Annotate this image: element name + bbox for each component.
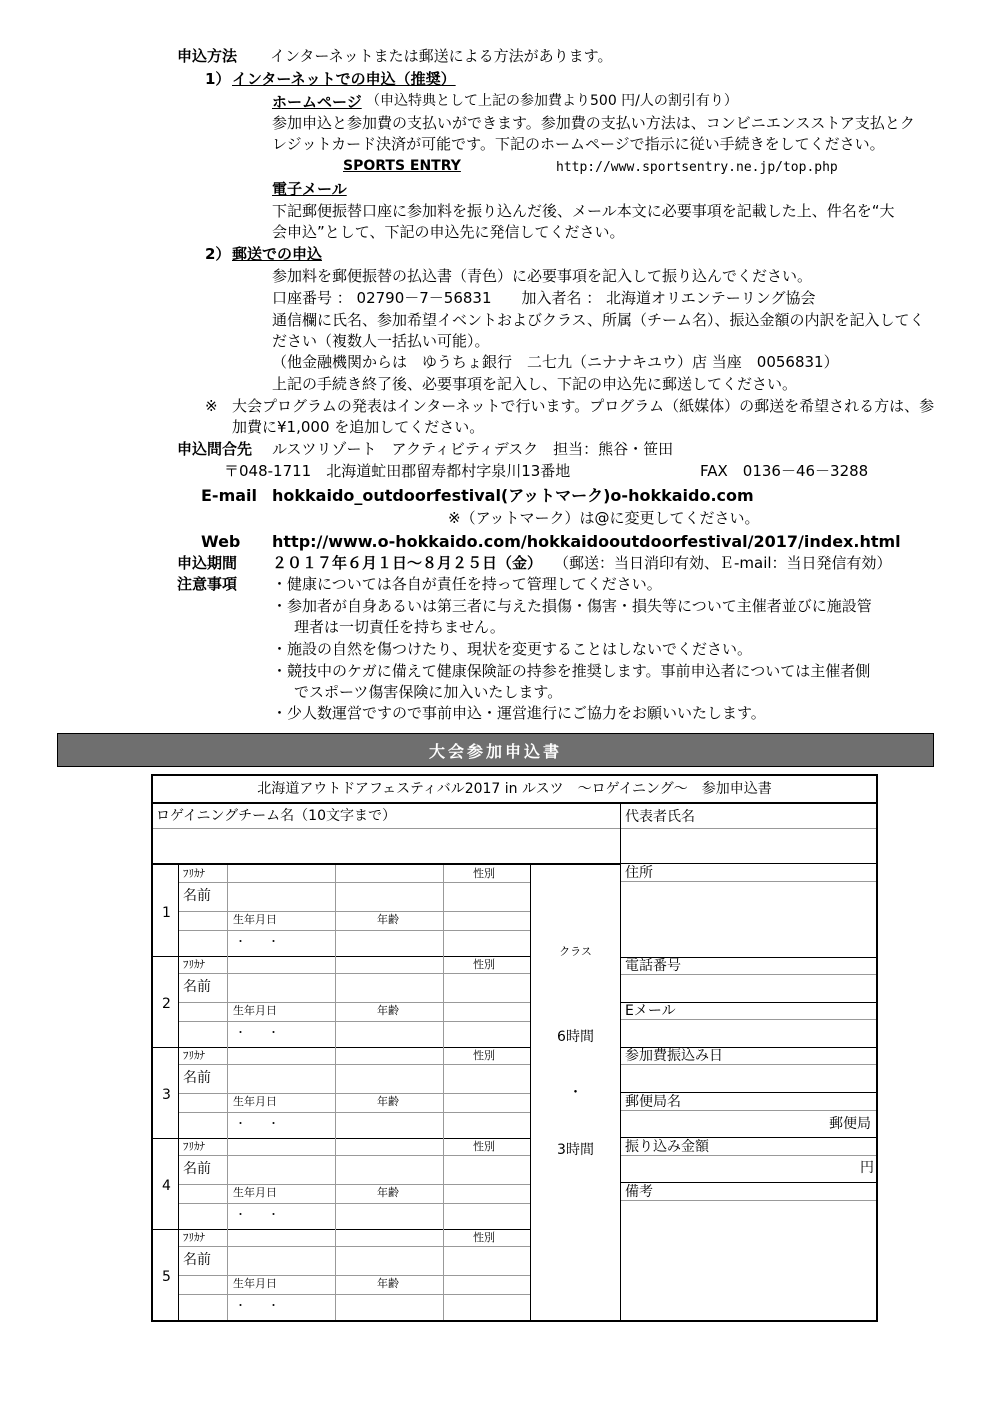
divider [179, 882, 530, 883]
contact-label: 申込問合先 [177, 440, 253, 458]
payment-date-label: 参加費振込み日 [625, 1048, 723, 1064]
divider [153, 802, 876, 804]
furigana-label: ﾌﾘｶﾅ [183, 958, 205, 971]
method-label: 申込方法 [177, 47, 238, 65]
caution-item: ・施設の自然を傷つけたり、現状を変更することはしないでください。 [272, 640, 753, 658]
divider [153, 1047, 530, 1048]
form-banner-text: 大会参加申込書 [428, 741, 562, 761]
internet-num: 1） [205, 70, 231, 88]
divider [179, 930, 530, 931]
divider [621, 1110, 876, 1111]
divider [153, 1138, 530, 1139]
rep-name-label: 代表者氏名 [625, 809, 695, 825]
class-6h: 6時間 [557, 1029, 594, 1045]
divider [621, 1155, 876, 1156]
age-label: 年齢 [377, 913, 399, 926]
divider [621, 1092, 876, 1093]
member-number: 3 [162, 1087, 171, 1103]
birthdate-label: 生年月日 [233, 1186, 277, 1199]
class-label: クラス [559, 945, 592, 958]
caution-item: ・少人数運営ですので事前申込・運営進行にご協力をお願いいたします。 [272, 704, 766, 722]
internet-line1: 参加申込と参加費の支払いができます。参加費の支払い方法は、コンビニエンスストア支払とク [272, 114, 915, 132]
gender-label: 性別 [473, 1140, 495, 1153]
divider [179, 1275, 530, 1276]
name-label: 名前 [183, 1161, 211, 1177]
form-banner [57, 733, 934, 767]
homepage-label: ホームページ [272, 93, 362, 111]
period-dates: ２０１７年６月１日～８月２５日（金） [272, 554, 543, 572]
email-line2: 会申込”として、下記の申込先に発信してください。 [272, 223, 625, 241]
gender-label: 性別 [473, 867, 495, 880]
birthdate-dots: ・ ・ [235, 935, 279, 948]
name-label: 名前 [183, 1070, 211, 1086]
divider [227, 865, 228, 1320]
method-text: インターネットまたは郵送による方法があります。 [270, 47, 613, 65]
divider [179, 1155, 530, 1156]
divider [621, 863, 876, 864]
contact-fax: FAX 0136－46－3288 [700, 462, 869, 480]
post-heading: 郵送での申込 [232, 245, 323, 263]
note-mark: ※ [205, 397, 218, 415]
divider [179, 1246, 530, 1247]
contact-email-note: ※（アットマーク）は@に変更してください。 [448, 509, 760, 527]
divider [179, 1112, 530, 1113]
member-number: 5 [162, 1269, 171, 1285]
period-note: （郵送：当日消印有効、Ｅ-mail：当日発信有効） [554, 554, 892, 572]
post-line6: 上記の手続き終了後、必要事項を記入し、下記の申込先に郵送してください。 [272, 375, 798, 393]
post-bank: （他金融機関からは ゆうちょ銀行 二七九（ニナナキユウ）店 当座 0056831） [272, 353, 839, 371]
birthdate-dots: ・ ・ [235, 1026, 279, 1039]
note-line1: 大会プログラムの発表はインターネットで行います。プログラム（紙媒体）の郵送を希望される方は、参 [232, 397, 935, 415]
contact-name: ルスツリゾート アクティビティデスク 担当：熊谷・笹田 [272, 440, 674, 458]
divider [335, 865, 336, 1320]
divider [153, 1229, 530, 1230]
divider [179, 1184, 530, 1185]
remarks-label: 備考 [625, 1184, 653, 1200]
post-office-label: 郵便局名 [625, 1094, 681, 1110]
post-office-suffix: 郵便局 [829, 1116, 871, 1132]
birthdate-dots: ・ ・ [235, 1208, 279, 1221]
period-label: 申込期間 [177, 554, 238, 572]
divider [153, 956, 530, 957]
post-num: 2） [205, 245, 231, 263]
member-number: 1 [162, 905, 171, 921]
divider [621, 974, 876, 975]
divider [153, 828, 620, 829]
form-title: 北海道アウトドアフェスティバル2017 in ルスツ ～ロゲイニング～ 参加申込書 [257, 781, 772, 797]
post-line3: 通信欄に氏名、参加希望イベントおよびクラス、所属（チーム名）、振込金額の内訳を記入してく [272, 311, 925, 329]
divider [179, 1203, 530, 1204]
divider [179, 1294, 530, 1295]
divider [621, 1019, 876, 1020]
name-label: 名前 [183, 979, 211, 995]
contact-email-label: E-mail [201, 486, 258, 505]
contact-web-label: Web [201, 532, 241, 551]
team-name-label: ロゲイニングチーム名（10文字まで） [156, 808, 396, 824]
divider [179, 1093, 530, 1094]
address-label: 住所 [625, 865, 653, 881]
divider [621, 828, 876, 829]
furigana-label: ﾌﾘｶﾅ [183, 1231, 205, 1244]
divider [179, 973, 530, 974]
age-label: 年齢 [377, 1095, 399, 1108]
class-dot: ・ [568, 1085, 583, 1101]
divider [179, 1064, 530, 1065]
application-form [151, 774, 878, 1322]
divider [179, 911, 530, 912]
amount-label: 振り込み金額 [625, 1139, 709, 1155]
cautions-label: 注意事項 [177, 575, 238, 593]
member-number: 4 [162, 1178, 171, 1194]
caution-item: でスポーツ傷害保険に加入いたします。 [294, 683, 563, 701]
divider [621, 1182, 876, 1183]
birthdate-dots: ・ ・ [235, 1299, 279, 1312]
sports-entry-url[interactable]: http://www.sportsentry.ne.jp/top.php [556, 160, 838, 175]
contact-address: 〒048-1711 北海道虻田郡留寿都村字泉川13番地 [224, 462, 571, 480]
name-label: 名前 [183, 1252, 211, 1268]
furigana-label: ﾌﾘｶﾅ [183, 1049, 205, 1062]
birthdate-label: 生年月日 [233, 1095, 277, 1108]
homepage-note: （申込特典として上記の参加費より500 円/人の割引有り） [366, 93, 738, 109]
divider [443, 865, 444, 1320]
internet-line2: レジットカード決済が可能です。下記のホームページで指示に従い手続きをしてください。 [272, 135, 885, 153]
birthdate-label: 生年月日 [233, 1277, 277, 1290]
email-line1: 下記郵便振替口座に参加料を振り込んだ後、メール本文に必要事項を記載した上、件名を“大 [272, 202, 895, 220]
birthdate-label: 生年月日 [233, 913, 277, 926]
age-label: 年齢 [377, 1004, 399, 1017]
caution-item: ・健康については各自が責任を持って管理してください。 [272, 575, 662, 593]
birthdate-label: 生年月日 [233, 1004, 277, 1017]
name-label: 名前 [183, 888, 211, 904]
divider [621, 1137, 876, 1138]
divider [621, 1200, 876, 1201]
post-account: 口座番号 ： 02790－7－56831 加入者名 ： 北海道オリエンテーリング協会 [272, 289, 816, 307]
post-line4: ださい（複数人一括払い可能）。 [272, 332, 490, 350]
contact-web-url[interactable]: http://www.o-hokkaido.com/hokkaidooutdoorfestival/2017/index.html [272, 532, 901, 551]
gender-label: 性別 [473, 1049, 495, 1062]
contact-email[interactable]: hokkaido_outdoorfestival(アットマーク)o-hokkaido.com [272, 486, 754, 505]
internet-heading: インターネットでの申込（推奨） [232, 70, 456, 88]
member-number: 2 [162, 996, 171, 1012]
sports-entry-label: SPORTS ENTRY [343, 158, 461, 174]
email-label: Eメール [625, 1003, 676, 1019]
age-label: 年齢 [377, 1277, 399, 1290]
gender-label: 性別 [473, 1231, 495, 1244]
caution-item: ・参加者が自身あるいは第三者に与えた損傷・傷害・損失等について主催者並びに施設管 [272, 597, 872, 615]
caution-item: 理者は一切責任を持ちません。 [294, 618, 505, 636]
gender-label: 性別 [473, 958, 495, 971]
phone-label: 電話番号 [625, 958, 681, 974]
post-line1: 参加料を郵便振替の払込書（青色）に必要事項を記入して振り込んでください。 [272, 267, 813, 285]
caution-item: ・競技中のケガに備えて健康保険証の持参を推奨します。事前申込者については主催者側 [272, 662, 871, 680]
furigana-label: ﾌﾘｶﾅ [183, 1140, 205, 1153]
note-line2: 加費に¥1,000 を追加してください。 [232, 418, 485, 436]
email-method-label: 電子メール [272, 180, 347, 198]
divider [621, 1064, 876, 1065]
furigana-label: ﾌﾘｶﾅ [183, 867, 205, 880]
yen-suffix: 円 [860, 1160, 874, 1176]
divider [153, 863, 620, 865]
class-3h: 3時間 [557, 1142, 594, 1158]
birthdate-dots: ・ ・ [235, 1117, 279, 1130]
divider [621, 881, 876, 882]
divider [179, 1021, 530, 1022]
divider [179, 1002, 530, 1003]
age-label: 年齢 [377, 1186, 399, 1199]
